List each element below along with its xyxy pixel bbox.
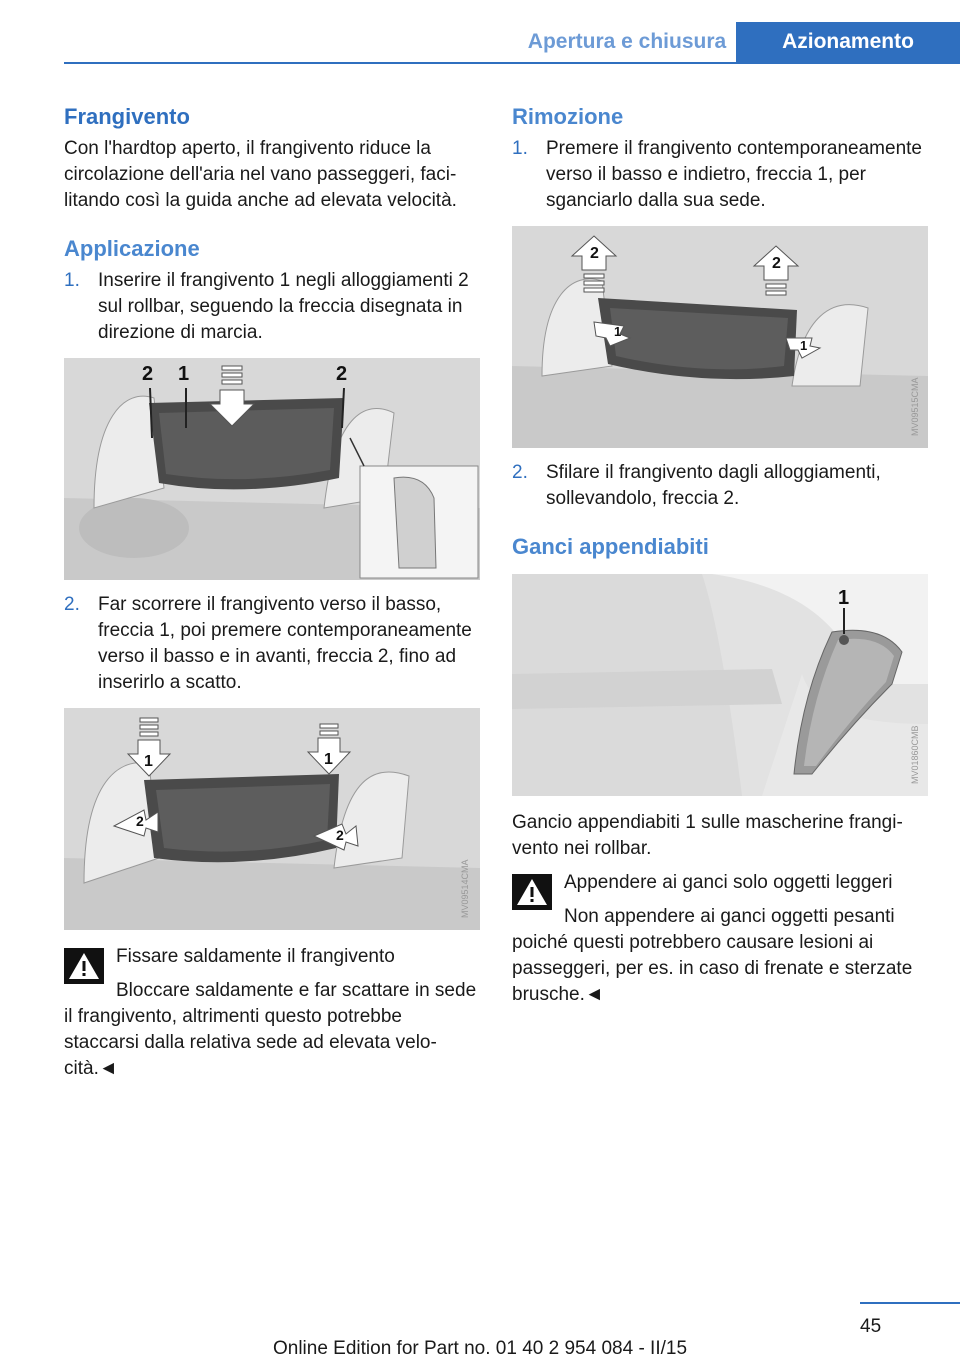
step-number: 2. bbox=[512, 462, 528, 483]
fig3-label-2a: 2 bbox=[590, 245, 599, 262]
figure-slide-windscreen-illustration bbox=[64, 708, 480, 930]
step-text: Sfilare il frangivento dagli alloggiamenti, sollevandolo, freccia 2. bbox=[546, 462, 881, 509]
header-chapter-tab[interactable]: Azionamento bbox=[736, 22, 960, 62]
applicazione-heading: Applicazione bbox=[64, 236, 200, 261]
edition-note: Online Edition for Part no. 01 40 2 954 084 - II/15 bbox=[272, 1338, 688, 1359]
figure-remove-windscreen bbox=[512, 226, 928, 448]
right-warning-title: Appendere ai ganci solo oggetti leggeri bbox=[564, 872, 893, 893]
fig4-code: MV01860CMB bbox=[910, 725, 920, 784]
step-text: Inserire il frangivento 1 negli alloggiamenti 2 sul rollbar, seguendo la freccia disegnata in direzione di marcia. bbox=[98, 270, 469, 343]
applicazione-step-1 bbox=[64, 268, 482, 346]
figure-coat-hook-illustration bbox=[512, 574, 928, 796]
header-rule bbox=[64, 62, 960, 64]
fig3-label-1a: 1 bbox=[614, 324, 622, 339]
left-warning-body: Bloccare saldamente e far scattare in sede il frangivento, altrimenti questo potrebbe staccarsi dalla relativa sede ad elevata velocità.◄ bbox=[64, 980, 477, 1079]
step-text: Far scorrere il frangivento verso il basso, freccia 1, poi premere contemporaneamente verso il basso e in avanti, freccia 2, fino ad inserirlo a scatto. bbox=[98, 594, 472, 693]
fig2-label-1a: 1 bbox=[144, 753, 153, 770]
ganci-text: Gancio appendiabiti 1 sulle mascherine frangivento nei rollbar. bbox=[512, 812, 903, 859]
figure-slide-windscreen bbox=[64, 708, 480, 930]
frangivento-text: Con l'hardtop aperto, il frangivento riduce la circolazione dell'aria nel vano passeggeri, facilitando così la guida anche ad elevata velocità. bbox=[64, 138, 457, 211]
fig2-label-2b: 2 bbox=[336, 827, 344, 843]
fig2-label-2a: 2 bbox=[136, 813, 144, 829]
fig3-label-1b: 1 bbox=[800, 338, 808, 353]
fig1-label-2b: 2 bbox=[336, 363, 348, 385]
fig1-label-2a: 2 bbox=[142, 363, 154, 385]
step-number: 1. bbox=[512, 138, 528, 159]
left-warning-title: Fissare saldamente il frangivento bbox=[116, 946, 395, 967]
fig4-label-1: 1 bbox=[838, 587, 850, 609]
figure-remove-windscreen-illustration bbox=[512, 226, 928, 448]
figure-insert-windscreen-illustration bbox=[64, 358, 480, 580]
fig1-label-1: 1 bbox=[178, 363, 190, 385]
frangivento-heading: Frangivento bbox=[64, 104, 190, 129]
footer-rule bbox=[860, 1302, 960, 1304]
step-text: Premere il frangivento contemporaneamente verso il basso e indietro, freccia 1, per sganciarlo dalla sua sede. bbox=[546, 138, 922, 211]
right-warning-body: Non appendere ai ganci oggetti pesanti poiché questi potrebbero causare lesioni ai passeggeri, per es. in caso di frenate e sterzate brusche.◄ bbox=[512, 906, 913, 1005]
applicazione-step-2 bbox=[64, 592, 482, 696]
rimozione-step-2 bbox=[512, 460, 930, 512]
header-section-tab[interactable]: Apertura e chiusura bbox=[527, 30, 727, 53]
fig3-label-2b: 2 bbox=[772, 255, 781, 272]
fig2-label-1b: 1 bbox=[324, 751, 333, 768]
page-number: 45 bbox=[860, 1316, 882, 1337]
fig3-code: MV09515CMA bbox=[910, 377, 920, 436]
figure-coat-hook bbox=[512, 574, 928, 796]
ganci-heading: Ganci appendiabiti bbox=[512, 534, 709, 559]
rimozione-step-1 bbox=[512, 136, 930, 214]
fig2-code: MV09514CMA bbox=[460, 859, 470, 918]
figure-insert-windscreen bbox=[64, 358, 480, 580]
step-number: 2. bbox=[64, 594, 80, 615]
rimozione-heading: Rimozione bbox=[512, 104, 624, 129]
step-number: 1. bbox=[64, 270, 80, 291]
